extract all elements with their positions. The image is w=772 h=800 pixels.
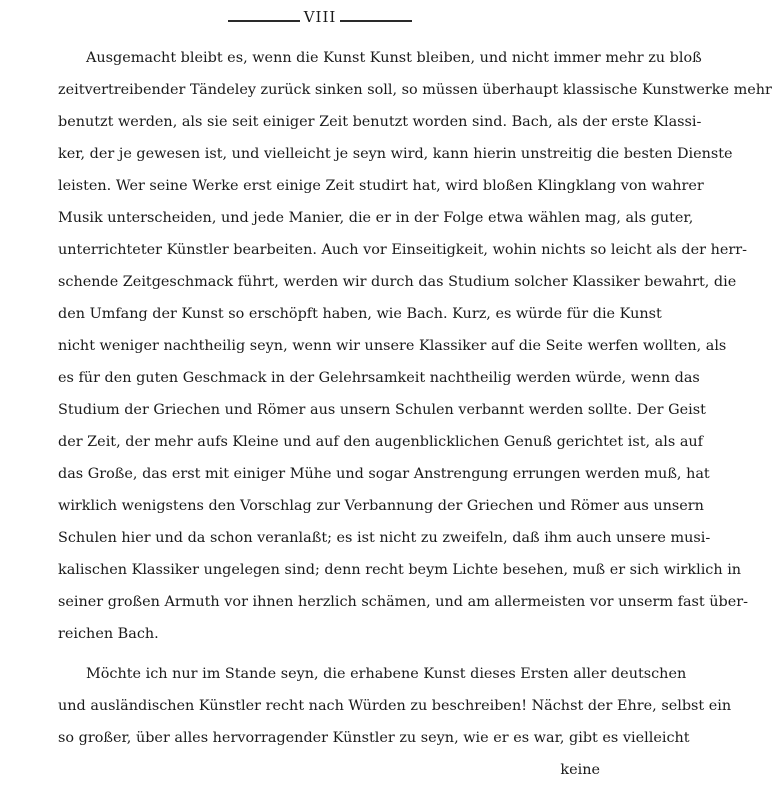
text-line: Studium der Griechen und Römer aus unsern Schulen verbannt werden sollte. Der Geist	[58, 402, 706, 418]
text-line: nicht weniger nachtheilig seyn, wenn wir unsere Klassiker auf die Seite werfen wollten, als	[58, 338, 727, 354]
paragraph-2	[58, 658, 732, 786]
paragraph-1	[58, 42, 772, 650]
page-number: VIII	[303, 8, 337, 26]
header-rule-right	[340, 20, 412, 22]
text-line: Möchte ich nur im Stande seyn, die erhabene Kunst dieses Ersten aller deutschen	[86, 666, 687, 682]
text-line: es für den guten Geschmack in der Gelehrsamkeit nachtheilig werden würde, wenn das	[58, 370, 700, 386]
text-line: seiner großen Armuth vor ihnen herzlich schämen, und am allermeisten vor unserm fast über-	[58, 594, 749, 610]
text-line: Ausgemacht bleibt es, wenn die Kunst Kunst bleiben, und nicht immer mehr zu bloß	[86, 50, 702, 66]
page-header	[0, 0, 633, 34]
text-line: unterrichteter Künstler bearbeiten. Auch vor Einseitigkeit, wohin nichts so leicht als der herr-	[58, 242, 747, 258]
text-line: den Umfang der Kunst so erschöpft haben, wie Bach. Kurz, es würde für die Kunst	[58, 306, 662, 322]
text-line: schende Zeitgeschmack führt, werden wir durch das Studium solcher Klassiker bewahrt, die	[58, 274, 737, 290]
text-line: und ausländischen Künstler recht nach Würden zu beschreiben! Nächst der Ehre, selbst ein	[58, 698, 732, 714]
text-line: kalischen Klassiker ungelegen sind; denn recht beym Lichte besehen, muß er sich wirklich in	[58, 562, 742, 578]
catchword: keine	[560, 762, 600, 778]
text-line: ker, der je gewesen ist, und vielleicht je seyn wird, kann hierin unstreitig die besten Dienste	[58, 146, 733, 162]
paragraph-gap	[58, 650, 600, 658]
text-line: so großer, über alles hervorragender Künstler zu seyn, wie er es war, gibt es vielleicht	[58, 730, 690, 746]
body-text	[58, 42, 772, 786]
text-line: benutzt werden, als sie seit einiger Zeit benutzt worden sind. Bach, als der erste Klassi-	[58, 114, 702, 130]
text-line: Schulen hier und da schon veranlaßt; es ist nicht zu zweifeln, daß ihm auch unsere musi-	[58, 530, 711, 546]
text-line: wirklich wenigstens den Vorschlag zur Verbannung der Griechen und Römer aus unsern	[58, 498, 704, 514]
text-line: reichen Bach.	[58, 626, 159, 642]
text-line: Musik unterscheiden, und jede Manier, die er in der Folge etwa wählen mag, als guter,	[58, 210, 694, 226]
text-line: das Große, das erst mit einiger Mühe und sogar Anstrengung errungen werden muß, hat	[58, 466, 710, 482]
text-line: leisten. Wer seine Werke erst einige Zeit studirt hat, wird bloßen Klingklang von wahrer	[58, 178, 704, 194]
text-line: zeitvertreibender Tändeley zurück sinken soll, so müssen überhaupt klassische Kunstwerke mehr	[58, 82, 772, 98]
text-line: der Zeit, der mehr aufs Kleine und auf den augenblicklichen Genuß gerichtet ist, als auf	[58, 434, 703, 450]
header-rule-left	[228, 20, 300, 22]
